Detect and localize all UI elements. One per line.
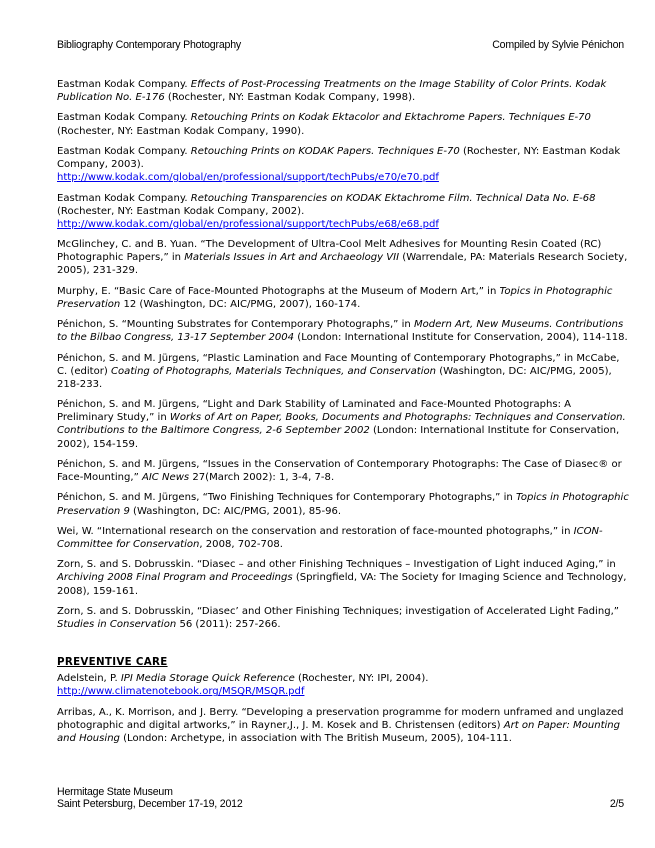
bibliography-entry — [57, 558, 629, 597]
bibliography-entry — [57, 706, 629, 745]
entry-publication: , 2008, 702-708. — [199, 538, 283, 550]
entry-publication: 27(March 2002): 1, 3-4, 7-8. — [189, 472, 335, 484]
entry-title: AIC News — [141, 472, 190, 484]
entry-list — [57, 78, 629, 631]
entry-title: Archiving 2008 Final Program and Proceedings — [57, 572, 293, 584]
entry-publication: (London: International Institute for Conservation, 2002), 154-159. — [57, 425, 620, 450]
entry-authors: Pénichon, S. and M. Jürgens, “Two Finishing Techniques for Contemporary Photographs,” in — [57, 492, 516, 504]
section-heading: PREVENTIVE CARE — [57, 656, 168, 669]
header-compiler: Compiled by Sylvie Pénichon — [492, 39, 624, 51]
entry-publication: (Rochester, NY: IPI, 2004). — [294, 673, 429, 685]
entry-url-link[interactable]: http://www.climatenotebook.org/MSQR/MSQR.pdf — [57, 686, 305, 698]
entry-title: Materials Issues in Art and Archaeology VII — [184, 252, 400, 264]
entry-authors: Eastman Kodak Company. — [57, 112, 191, 124]
entry-title: Art on Paper: Mounting and Housing — [57, 719, 621, 744]
entry-authors: Eastman Kodak Company. — [57, 145, 191, 157]
entry-url-link[interactable]: http://www.kodak.com/global/en/professional/support/techPubs/e70/e70.pdf — [57, 172, 439, 184]
entry-publication: (London: International Institute for Conservation, 2004), 114-118. — [294, 332, 628, 344]
entry-title: Topics in Photographic Preservation — [57, 285, 613, 310]
entry-publication: (Washington, DC: AIC/PMG, 2005), 218-233. — [57, 365, 612, 390]
entry-authors: Wei, W. “International research on the conservation and restoration of face-mounted photographs,” in — [57, 525, 574, 537]
entry-publication: (Washington, DC: AIC/PMG, 2001), 85-96. — [129, 505, 342, 517]
bibliography-entry — [57, 525, 629, 551]
entry-title: Coating of Photographs, Materials Techniques, and Conservation — [111, 365, 437, 377]
bibliography-entry — [57, 145, 629, 184]
entry-title: IPI Media Storage Quick Reference — [120, 673, 295, 685]
entry-authors: Eastman Kodak Company. — [57, 79, 191, 90]
entry-authors: Pénichon, S. and M. Jürgens, “Issues in the Conservation of Contemporary Photographs: The Case of Diasec® or Face-Mounting,” — [57, 458, 622, 484]
entry-authors: Adelstein, P. — [57, 673, 121, 685]
entry-authors: McGlinchey, C. and B. Yuan. “The Development of Ultra-Cool Melt Adhesives for Mounting Resin Coated (RC) Photographic Papers,” in — [57, 239, 602, 264]
footer-venue: Hermitage State Museum — [57, 786, 173, 798]
section-entry-list — [57, 672, 629, 745]
bibliography-entry — [57, 398, 629, 450]
bibliography-entry — [57, 458, 629, 484]
entry-title: Topics in Photographic Preservation 9 — [57, 492, 629, 517]
entry-title: Effects of Post-Processing Treatments on the Image Stability of Color Prints. Kodak Publication No. E-176 — [57, 79, 607, 104]
entry-authors: Eastman Kodak Company. — [57, 192, 191, 204]
entry-publication: 56 (2011): 257-266. — [176, 619, 281, 631]
entry-publication: (Rochester, NY: Eastman Kodak Company, 2003). — [57, 145, 621, 171]
entry-publication: (Springfield, VA: The Society for Imaging Science and Technology, 2008), 159-161. — [57, 572, 627, 597]
bibliography-body — [57, 78, 629, 752]
entry-title: Retouching Prints on Kodak Ektacolor and Ektachrome Papers. Techniques E-70 — [190, 112, 591, 124]
bibliography-entry — [57, 318, 629, 344]
entry-publication: (London: Archetype, in association with The British Museum, 2005), 104-111. — [119, 732, 512, 744]
header-title: Bibliography Contemporary Photography — [57, 39, 241, 51]
entry-title: Retouching Prints on KODAK Papers. Techniques E-70 — [190, 145, 460, 157]
entry-title: Works of Art on Paper, Books, Documents and Photographs: Techniques and Conservation. Contributions to the Baltimore Congress, 2-6 September 2002 — [57, 412, 626, 437]
bibliography-entry — [57, 491, 629, 517]
entry-authors: Zorn, S. and S. Dobrusskin, “Diasec’ and Other Finishing Techniques; investigation of Accelerated Light Fading,” — [57, 605, 619, 617]
entry-authors: Murphy, E. “Basic Care of Face-Mounted Photographs at the Museum of Modern Art,” in — [57, 285, 500, 297]
entry-publication: (Rochester, NY: Eastman Kodak Company, 1990). — [57, 125, 305, 137]
entry-title: Studies in Conservation — [57, 619, 177, 631]
entry-title: ICON-Committee for Conservation — [57, 525, 603, 550]
page-number: 2/5 — [609, 798, 624, 810]
entry-title: Retouching Transparencies on KODAK Ektachrome Film. Technical Data No. E-68 — [190, 192, 596, 204]
entry-url-link[interactable]: http://www.kodak.com/global/en/professional/support/techPubs/e68/e68.pdf — [57, 218, 439, 230]
entry-publication: 12 (Washington, DC: AIC/PMG, 2007), 160-174. — [120, 298, 361, 310]
entry-authors: Arribas, A., K. Morrison, and J. Berry. “Developing a preservation programme for modern unframed and unglazed photographic and digital artworks,” in Rayner,J., J. M. Kosek and B. Christensen (editors) — [57, 706, 624, 731]
bibliography-entry — [57, 352, 629, 391]
entry-authors: Zorn, S. and S. Dobrusskin. “Diasec – and other Finishing Techniques – Investigation of Light induced Aging,” in — [57, 559, 616, 571]
bibliography-entry — [57, 672, 629, 698]
bibliography-entry — [57, 605, 629, 631]
bibliography-entry — [57, 238, 629, 277]
bibliography-entry — [57, 285, 629, 311]
entry-authors: Pénichon, S. “Mounting Substrates for Contemporary Photographs,” in — [57, 319, 414, 331]
bibliography-entry — [57, 78, 629, 104]
entry-title: Modern Art, New Museums. Contributions to the Bilbao Congress, 13-17 September 2004 — [57, 319, 624, 344]
footer-location-date: Saint Petersburg, December 17-19, 2012 — [57, 798, 243, 810]
entry-publication: (Rochester, NY: Eastman Kodak Company, 1998). — [164, 92, 416, 104]
entry-authors: Pénichon, S. and M. Jürgens, “Plastic Lamination and Face Mounting of Contemporary Photographs,” in McCabe, C. (editor) — [57, 352, 620, 377]
entry-publication: (Warrendale, PA: Materials Research Society, 2005), 231-329. — [57, 252, 628, 277]
entry-publication: (Rochester, NY: Eastman Kodak Company, 2002). — [57, 205, 305, 217]
bibliography-entry — [57, 111, 629, 137]
bibliography-entry — [57, 192, 629, 231]
entry-authors: Pénichon, S. and M. Jürgens, “Light and Dark Stability of Laminated and Face-Mounted Photographs: A Preliminary Study,” in — [57, 399, 572, 424]
page-footer — [57, 786, 624, 810]
